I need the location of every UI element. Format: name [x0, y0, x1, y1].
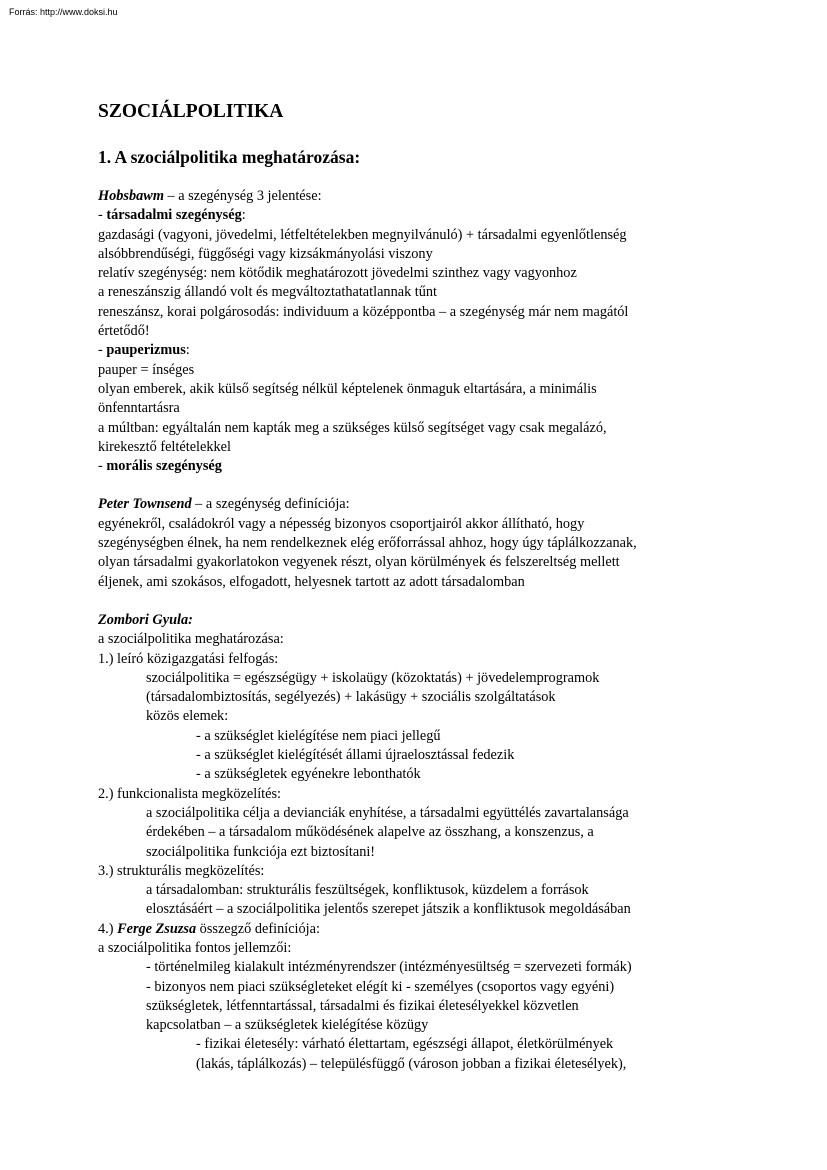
author-name: Peter Townsend — [98, 496, 192, 513]
text-line: pauper = ínséges — [98, 361, 195, 378]
list-item: - a szükségletek egyénekre lebonthatók — [196, 766, 421, 783]
list-item: - a szükséglet kielégítését állami újraelosztással fedezik — [196, 747, 515, 764]
list-item: - pauperizmus: — [98, 342, 190, 359]
author-name: Ferge Zsuzsa — [117, 920, 197, 937]
text-line: (lakás, táplálkozás) – településfüggő (városon jobban a fizikai életesélyek), — [196, 1055, 627, 1072]
text-line: kapcsolatban – a szükségletek kielégítése közügy — [146, 1017, 429, 1034]
text-line: szociálpolitika funkciója ezt biztosítani! — [146, 843, 376, 860]
text-line: éljenek, ami szokásos, elfogadott, helyesnek tartott az adott társadalomban — [98, 573, 525, 590]
term-label: pauperizmus — [106, 342, 186, 359]
text-line: olyan társadalmi gyakorlatokon vegyenek részt, olyan körülmények és felszereltség mellett — [98, 554, 620, 571]
zombori-section — [98, 611, 798, 1074]
text-line: a szociálpolitika célja a devianciák enyhítése, a társadalmi együttélés zavartalansága — [146, 804, 629, 821]
text-line: (társadalombiztosítás, segélyezés) + lakásügy + szociális szolgáltatások — [146, 689, 556, 706]
townsend-intro: Peter Townsend – a szegénység definíciója: — [98, 496, 350, 513]
author-name: Zombori Gyula: — [98, 611, 193, 628]
subsection-title: 2.) funkcionalista megközelítés: — [98, 785, 282, 802]
list-item: - a szükséglet kielégítése nem piaci jellegű — [196, 727, 441, 744]
townsend-section — [98, 495, 798, 591]
text-line: értetődő! — [98, 323, 150, 340]
subsection-title: 1.) leíró közigazgatási felfogás: — [98, 650, 279, 667]
text-line: szegénységben élnek, ha nem rendelkeznek elég erőforrással ahhoz, hogy úgy táplálkozzanak, — [98, 535, 637, 552]
text-line: szociálpolitika = egészségügy + iskolaügy (közoktatás) + jövedelemprogramok — [146, 669, 600, 686]
author-name: Hobsbawm — [98, 188, 164, 204]
text-line: közös elemek: — [146, 708, 229, 725]
source-url: Forrás: http://www.doksi.hu — [9, 7, 118, 17]
text-line: szükségletek, létfenntartással, társadalmi és fizikai életesélyekkel közvetlen — [146, 997, 579, 1014]
hobsbawm-intro: Hobsbawm – a szegénység 3 jelentése: — [98, 188, 322, 204]
list-item: - történelmileg kialakult intézményrendszer (intézményesültség = szervezeti formák) — [146, 959, 632, 976]
text-line: relatív szegénység: nem kötődik meghatározott jövedelmi szinthez vagy vagyonhoz — [98, 265, 577, 282]
text-line: érdekében – a társadalom működésének alapelve az összhang, a konszenzus, a — [146, 824, 594, 841]
list-item: - morális szegénység — [98, 458, 222, 475]
text-line: olyan emberek, akik külső segítség nélkül képtelenek önmaguk eltartására, a minimális — [98, 380, 597, 397]
document-body — [98, 100, 798, 1074]
text-line: reneszánsz, korai polgárosodás: individuum a középpontba – a szegénység már nem magától — [98, 303, 629, 320]
zombori-heading — [98, 611, 798, 630]
text-line: a múltban: egyáltalán nem kapták meg a szükséges külső segítséget vagy csak megalázó, — [98, 419, 607, 436]
text-line: kirekesztő feltételekkel — [98, 438, 231, 455]
subsection-title: 4.) Ferge Zsuzsa összegző definíciója: — [98, 920, 320, 937]
list-item: - bizonyos nem piaci szükségleteket elégít ki - személyes (csoportos vagy egyéni) — [146, 978, 615, 995]
section-heading: 1. A szociálpolitika meghatározása: — [98, 147, 361, 167]
text-line: elosztásáért – a szociálpolitika jelentős szerepet játszik a konfliktusok megoldásában — [146, 901, 631, 918]
list-item: - társadalmi szegénység: — [98, 207, 246, 224]
document-title: SZOCIÁLPOLITIKA — [98, 101, 284, 122]
hobsbawm-section — [98, 187, 798, 476]
list-item: - fizikai életesély: várható élettartam, egészségi állapot, életkörülmények — [196, 1036, 614, 1053]
text-line: alsóbbrendűségi, függőségi vagy kizsákmányolási viszony — [98, 245, 433, 262]
text-line: a szociálpolitika meghatározása: — [98, 631, 284, 648]
text-line: egyénekről, családokról vagy a népesség bizonyos csoportjairól akkor állítható, hogy — [98, 515, 585, 532]
text-line: a szociálpolitika fontos jellemzői: — [98, 939, 292, 956]
text-line: a reneszánszig állandó volt és megváltoztathatatlannak tűnt — [98, 284, 438, 301]
text-line: a társadalomban: strukturális feszültségek, konfliktusok, küzdelem a források — [146, 882, 589, 899]
text-line: gazdasági (vagyoni, jövedelmi, létfeltételekben megnyilvánuló) + társadalmi egyenlőtlenség — [98, 226, 627, 243]
term-label: társadalmi szegénység — [106, 207, 242, 224]
text-line: önfenntartásra — [98, 400, 180, 417]
term-label: morális szegénység — [106, 458, 222, 475]
subsection-title: 3.) strukturális megközelítés: — [98, 862, 265, 879]
